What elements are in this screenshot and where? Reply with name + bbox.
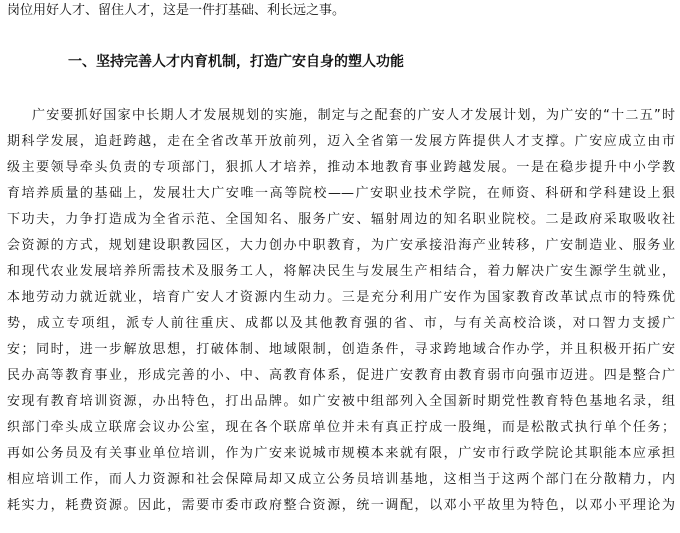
paragraph-line: 再如公务员及有关事业单位培训，作为广安来说城市规模本来就有限，广安市行政学院论其职能本应承担 <box>7 446 675 461</box>
paragraph-line: 织部门牵头成立联席会议办公室，现在各个联席单位并未有真正拧成一股绳，而是松散式执行单个任务； <box>7 420 675 435</box>
body-paragraph <box>7 103 675 519</box>
paragraph-line: 广安要抓好国家中长期人才发展规划的实施，制定与之配套的广安人才发展计划，为广安的“十二五”时 <box>32 108 675 123</box>
paragraph-line: 期科学发展，追赶跨越，走在全省改革开放前列，迈入全省第一发展方阵提供人才支撑。广安应成立由市 <box>7 134 675 149</box>
paragraph-line: 和现代农业发展培养所需技术及服务工人，将解决民生与发展生产相结合，着力解决广安生源学生就业， <box>7 264 675 279</box>
paragraph-line: 势，成立专项组，派专人前往重庆、成都以及其他教育强的省、市，与有关高校洽谈，对口智力支援广 <box>7 316 675 331</box>
paragraph-line: 级主要领导牵头负责的专项部门，狠抓人才培养，推动本地教育事业跨越发展。一是在稳步提升中小学教 <box>7 160 675 175</box>
paragraph-line: 民办高等教育事业，形成完善的小、中、高教育体系，促进广安教育由教育弱市向强市迈进。四是整合广 <box>7 368 675 383</box>
paragraph-line: 相应培训工作，而人力资源和社会保障局却又成立公务员培训基地，这相当于这两个部门在分散精力，内 <box>7 472 675 487</box>
paragraph-line: 安；同时，进一步解放思想，打破体制、地域限制，创造条件，寻求跨地域合作办学，并且积极开拓广安 <box>7 342 675 357</box>
paragraph-line: 下功夫，力争打造成为全省示范、全国知名、服务广安、辐射周边的知名职业院校。二是政府采取吸收社 <box>7 212 675 227</box>
paragraph-line: 耗实力，耗费资源。因此，需要市委市政府整合资源，统一调配，以邓小平故里为特色，以邓小平理论为 <box>7 498 675 513</box>
paragraph-line: 育培养质量的基础上，发展壮大广安唯一高等院校——广安职业技术学院，在师资、科研和学科建设上狠 <box>7 186 675 201</box>
preceding-text-line: 岗位用好人才、留住人才，这是一件打基础、利长远之事。 <box>7 3 346 18</box>
section-heading: 一、坚持完善人才内育机制，打造广安自身的塑人功能 <box>68 54 404 70</box>
paragraph-line: 安现有教育培训资源，办出特色，打出品牌。如广安被中组部列入全国新时期党性教育特色基地名录，组 <box>7 394 675 409</box>
paragraph-line: 会资源的方式，规划建设职教园区，大力创办中职教育，为广安承接沿海产业转移，广安制造业、服务业 <box>7 238 675 253</box>
paragraph-line: 本地劳动力就近就业，培育广安人才资源内生动力。三是充分利用广安作为国家教育改革试点市的特殊优 <box>7 290 675 305</box>
